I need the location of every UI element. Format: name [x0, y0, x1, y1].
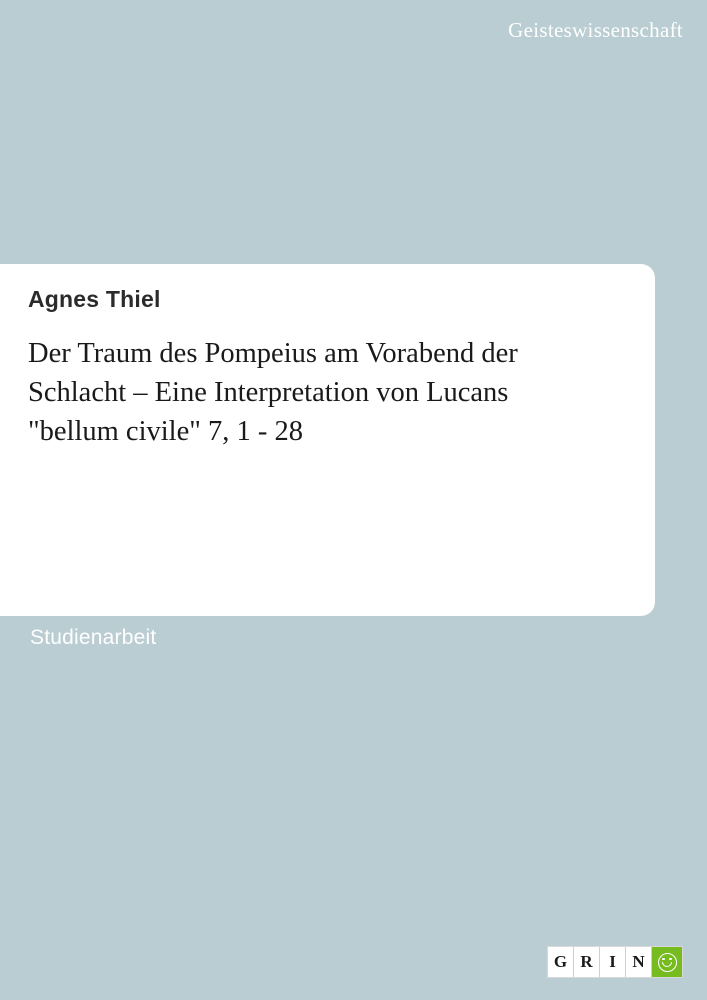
author-name: Agnes Thiel [28, 286, 161, 312]
logo-letter-i: I [600, 947, 626, 977]
smiley-face-shape [658, 953, 677, 972]
title-card [0, 264, 655, 616]
grin-logo [547, 946, 683, 978]
logo-letter-n: N [626, 947, 652, 977]
logo-letter-r: R [574, 947, 600, 977]
smiley-icon [652, 947, 682, 977]
smiley-mouth-shape [662, 962, 672, 967]
page-title: Der Traum des Pompeius am Vorabend der Schlacht – Eine Interpretation von Lucans "bellum civile" 7, 1 - 28 [28, 338, 518, 447]
category-label: Geisteswissenschaft [508, 18, 683, 42]
document-type-label: Studienarbeit [30, 626, 157, 649]
logo-letter-g: G [548, 947, 574, 977]
